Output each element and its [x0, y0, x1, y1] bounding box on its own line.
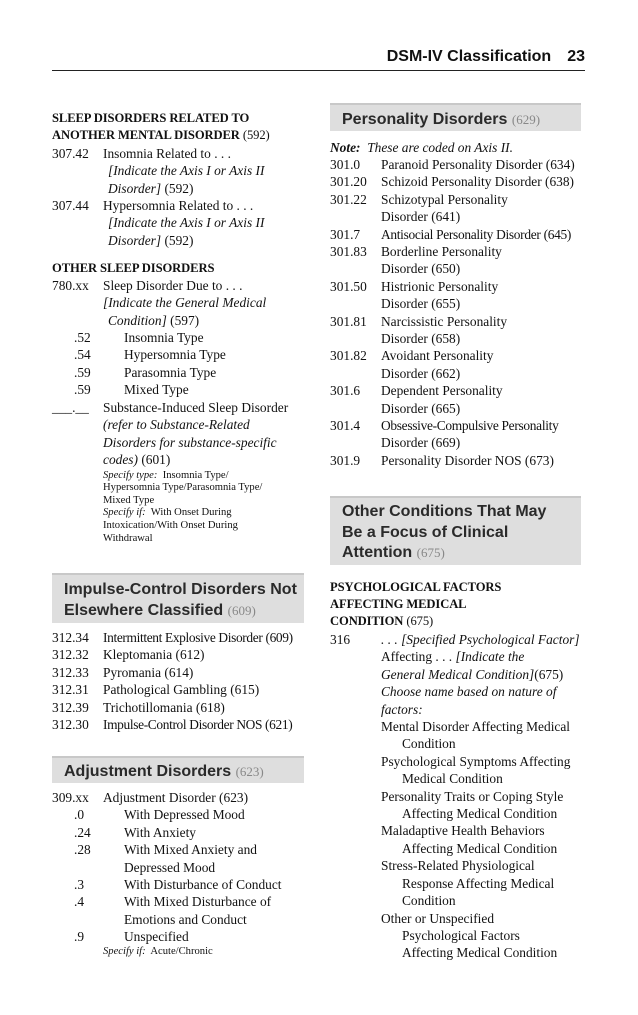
subtype-row: [52, 329, 314, 346]
entry-code: 301.81: [330, 313, 367, 329]
running-header: [52, 44, 585, 71]
item-line: Other or Unspecified: [381, 910, 495, 926]
entry-code: 301.83: [330, 243, 367, 259]
specifier-label: Specify type:: [103, 469, 158, 481]
list-item: [381, 910, 592, 962]
entry-780-xx: [52, 277, 314, 329]
list-item: [381, 753, 592, 788]
entry-line: [108, 180, 314, 197]
box-line: Be a Focus of Clinical: [342, 523, 509, 541]
entry-code: ___.__: [52, 400, 89, 415]
entry-line: Substance-Induced Sleep Disorder: [103, 400, 289, 415]
entry-text: codes): [103, 452, 138, 468]
box-line: [342, 543, 569, 564]
subtype-label: With Anxiety: [124, 824, 196, 840]
entry-page: (592): [164, 180, 194, 196]
subtype-label-cont: Emotions and Conduct: [124, 911, 247, 927]
box-line: Other Conditions That May: [342, 503, 547, 520]
entry-text: Condition]: [108, 312, 167, 328]
item-line-cont: Medical Condition: [402, 771, 503, 787]
entry-label: Avoidant Personality: [381, 348, 494, 364]
box-text: Adjustment Disorders: [64, 763, 232, 780]
heading-page: (675): [406, 614, 434, 629]
item-line-cont: Psychological Factors: [402, 927, 520, 943]
entry-line: factors:: [381, 701, 423, 717]
box-text: Attention: [342, 544, 413, 561]
list-item: [381, 822, 592, 857]
subtype-code: .24: [74, 824, 91, 840]
entry-line: [103, 312, 314, 329]
entry-label: Kleptomania (612): [103, 647, 205, 663]
item-line-cont: Response Affecting Medical: [402, 875, 555, 891]
list-item: [330, 278, 592, 313]
entry-label-cont: Disorder (669): [381, 435, 461, 451]
entry-label: Schizotypal Personality: [381, 191, 508, 207]
entry-code: 307.44: [52, 198, 89, 213]
heading-line: PSYCHOLOGICAL FACTORS: [330, 580, 502, 594]
list-item: [330, 156, 592, 173]
header-title: DSM-IV Classification: [386, 48, 552, 65]
heading-line: AFFECTING MEDICAL: [330, 597, 467, 612]
section-box-personality: [330, 103, 581, 131]
box-line: [64, 600, 292, 621]
entry-code: 312.30: [52, 716, 89, 732]
subtype-label: Insomnia Type: [124, 330, 204, 345]
list-item: [52, 664, 322, 681]
entry-code: 301.82: [330, 348, 367, 364]
subtype-code: .9: [74, 929, 85, 945]
list-item: [381, 718, 592, 753]
entry-code: 312.32: [52, 647, 89, 663]
list-item: [330, 243, 592, 278]
personality-list: [330, 156, 592, 469]
list-item: [330, 417, 592, 452]
entry-text: Disorder]: [108, 180, 162, 196]
entry-line: Disorders for substance-specific: [103, 434, 277, 450]
specifier-line: [103, 507, 320, 520]
specifier-label: Specify if:: [103, 945, 146, 957]
specifier-onset: [103, 507, 320, 545]
list-item: [52, 646, 322, 663]
subtype-code: .28: [74, 842, 91, 858]
list-item: [52, 681, 322, 698]
entry-text: Disorder]: [108, 232, 162, 248]
entry-code: 301.20: [330, 174, 367, 190]
entry-line: [381, 648, 592, 665]
entry-code: 316: [330, 632, 351, 647]
entry-page: (597): [170, 312, 200, 328]
item-line: Psychological Symptoms Affecting: [381, 753, 571, 769]
list-item: [330, 313, 592, 348]
entry-code: 309.xx: [52, 790, 89, 805]
entry-label: Narcissistic Personality: [381, 313, 508, 329]
entry-label: Trichotillomania (618): [103, 699, 225, 715]
subtype-label: Mixed Type: [124, 382, 189, 398]
specifier-type: [103, 470, 320, 508]
header-title-row: [387, 48, 585, 66]
entry-code: 312.39: [52, 699, 89, 715]
section-heading-other-sleep: OTHER SLEEP DISORDERS: [52, 261, 215, 275]
entry-label-cont: Disorder (650): [381, 261, 461, 277]
entry-code: 301.4: [330, 417, 361, 433]
subtype-row: [52, 381, 314, 398]
impulse-list: [52, 629, 322, 733]
heading-page: (592): [242, 128, 270, 143]
personality-note: [330, 139, 513, 156]
list-item: [52, 876, 314, 893]
entry-code: 312.33: [52, 664, 89, 680]
entry-label-cont: Disorder (641): [381, 209, 461, 225]
entry-code: 312.31: [52, 682, 89, 698]
entry-line: [108, 232, 314, 249]
entry-code: 301.22: [330, 191, 367, 207]
item-line-cont: Affecting Medical Condition: [402, 945, 558, 961]
specifier-line: Hypersomnia Type/Parasomnia Type/: [103, 482, 263, 494]
list-item: [52, 716, 322, 733]
entry-label-cont: Disorder (665): [381, 400, 461, 416]
entry-line: [Indicate the Axis I or Axis II: [108, 215, 265, 231]
entry-label: Dependent Personality: [381, 383, 503, 399]
entry-code: 312.34: [52, 630, 89, 645]
entry-page: (601): [141, 452, 171, 468]
specifier-adjustment: [103, 946, 314, 959]
item-line-cont: Condition: [402, 736, 456, 752]
entry-label: Adjustment Disorder (623): [103, 790, 249, 805]
entry-label: Personality Disorder NOS (673): [381, 452, 554, 468]
item-line: Personality Traits or Coping Style: [381, 788, 564, 804]
entry-line: (refer to Substance-Related: [103, 417, 250, 433]
box-line: Impulse-Control Disorders Not: [64, 581, 297, 598]
heading-text: ANOTHER MENTAL DISORDER: [52, 128, 240, 143]
specifier-text: Insomnia Type/: [162, 469, 229, 481]
entry-label-cont: Disorder (662): [381, 365, 461, 381]
list-item: [381, 857, 592, 909]
entry-line: Insomnia Related to . . .: [103, 146, 231, 161]
entry-code: 301.0: [330, 157, 361, 172]
entry-label: Intermittent Explosive Disorder (609): [103, 630, 293, 645]
specifier-label: Specify if:: [103, 507, 146, 519]
entry-body: [381, 631, 592, 962]
entry-body: [103, 197, 314, 249]
subtype-code: .59: [74, 382, 91, 398]
subtype-label: Hypersomnia Type: [124, 347, 226, 363]
entry-line: Sleep Disorder Due to . . .: [103, 278, 243, 293]
box-page: (675): [416, 545, 445, 560]
list-item: [330, 452, 592, 469]
heading-line: [330, 613, 501, 630]
subtype-code: .3: [74, 876, 85, 892]
entry-307-42: [52, 145, 314, 197]
entry-label: Antisocial Personality Disorder (645): [381, 226, 572, 242]
list-item: [52, 806, 314, 823]
psych-factor-list: [381, 718, 592, 962]
list-item: [52, 824, 314, 841]
entry-page: (592): [164, 232, 194, 248]
specifier-line: Mixed Type: [103, 494, 155, 506]
box-text: Personality Disorders: [342, 111, 508, 128]
item-line-cont: Affecting Medical Condition: [402, 840, 558, 856]
specifier-line: Withdrawal: [103, 532, 153, 544]
section-heading-sleep-related: [52, 110, 270, 144]
box-page: (609): [227, 603, 256, 618]
entry-line: Hypersomnia Related to . . .: [103, 198, 254, 213]
entry-page: (675): [534, 666, 564, 682]
entry-code: 301.9: [330, 452, 361, 468]
list-item: [330, 191, 592, 226]
item-line-cont: Affecting Medical Condition: [402, 806, 558, 822]
entry-code: 307.42: [52, 146, 89, 161]
list-item: [381, 788, 592, 823]
section-box-impulse-control: [52, 573, 304, 623]
item-line: Maladaptive Health Behaviors: [381, 823, 545, 839]
entry-label-cont: Disorder (655): [381, 296, 461, 312]
subtype-code: .54: [74, 347, 91, 363]
entry-text-italic: [Indicate the: [455, 649, 525, 665]
list-item: [330, 226, 592, 243]
entry-label: Borderline Personality: [381, 243, 502, 259]
list-item: [52, 893, 314, 928]
subtype-label-cont: Depressed Mood: [124, 859, 216, 875]
entry-line: [381, 666, 592, 683]
subtype-code: .52: [74, 330, 91, 345]
entry-code: 301.7: [330, 226, 361, 242]
subtype-row: [52, 346, 314, 363]
entry-text: Affecting . . .: [381, 649, 453, 665]
subtype-code: .4: [74, 894, 85, 910]
entry-code: 301.50: [330, 278, 367, 294]
entry-line: . . . [Specified Psychological Factor]: [381, 632, 580, 647]
subtype-row: [52, 364, 314, 381]
entry-307-44: [52, 197, 314, 249]
sleep-subtypes: [52, 329, 314, 399]
heading-line: SLEEP DISORDERS RELATED TO: [52, 111, 250, 125]
specifier-text: With Onset During: [150, 507, 232, 519]
entry-line: [Indicate the General Medical: [103, 295, 267, 311]
subtype-label: Parasomnia Type: [124, 364, 217, 380]
note-label: Note:: [330, 140, 361, 155]
entry-body: [103, 145, 314, 197]
subtype-code: .0: [74, 807, 85, 823]
entry-text-italic: General Medical Condition]: [381, 666, 535, 682]
specifier-line: [103, 470, 320, 483]
list-item: [52, 699, 322, 716]
entry-body: [103, 399, 320, 545]
box-text: Elsewhere Classified: [64, 602, 224, 619]
heading-text: CONDITION: [330, 614, 404, 629]
entry-label: Histrionic Personality: [381, 278, 499, 294]
entry-code: 301.6: [330, 383, 361, 399]
entry-label: Obsessive-Compulsive Personality: [381, 417, 559, 433]
item-line-cont: Condition: [402, 893, 456, 909]
entry-label: Pyromania (614): [103, 664, 194, 680]
entry-label: Pathological Gambling (615): [103, 682, 260, 698]
section-heading-psych-factors: [330, 579, 501, 631]
section-box-other-conditions: [330, 496, 581, 565]
entry-label: Paranoid Personality Disorder (634): [381, 157, 575, 172]
subtype-label: Unspecified: [124, 929, 189, 945]
subtype-label: With Mixed Disturbance of: [124, 894, 272, 910]
entry-line: [Indicate the Axis I or Axis II: [108, 163, 265, 179]
item-line: Stress-Related Physiological: [381, 858, 535, 874]
box-line: [64, 761, 292, 782]
adjustment-list: [52, 789, 314, 958]
entry-label: Schizoid Personality Disorder (638): [381, 174, 575, 190]
list-item: [52, 928, 314, 945]
list-item: [330, 347, 592, 382]
page-number: 23: [567, 48, 585, 65]
subtype-label: With Disturbance of Conduct: [124, 876, 282, 892]
heading-line: [52, 127, 270, 144]
item-line: Mental Disorder Affecting Medical: [381, 719, 571, 735]
note-text: These are coded on Axis II.: [367, 140, 513, 155]
list-item: [52, 629, 322, 646]
box-page: (623): [235, 764, 264, 779]
subtype-label: With Mixed Anxiety and: [124, 842, 257, 858]
box-page: (629): [511, 112, 541, 127]
specifier-text: Acute/Chronic: [150, 945, 213, 957]
entry-label-cont: Disorder (658): [381, 330, 461, 346]
list-item: [52, 841, 314, 876]
list-item: [330, 173, 592, 190]
entry-line: [103, 451, 320, 468]
entry-substance-induced: [52, 399, 320, 545]
entry-body: [103, 277, 314, 329]
subtype-code: .59: [74, 364, 91, 380]
entry-label: Impulse-Control Disorder NOS (621): [103, 716, 293, 732]
box-line: [342, 109, 569, 130]
section-box-adjustment: [52, 756, 304, 783]
specifier-line: Intoxication/With Onset During: [103, 520, 238, 531]
entry-316: [330, 631, 592, 962]
list-item: [52, 789, 314, 806]
subtype-label: With Depressed Mood: [124, 807, 245, 823]
entry-code: 780.xx: [52, 278, 89, 293]
entry-line: Choose name based on nature of: [381, 684, 557, 700]
list-item: [330, 382, 592, 417]
